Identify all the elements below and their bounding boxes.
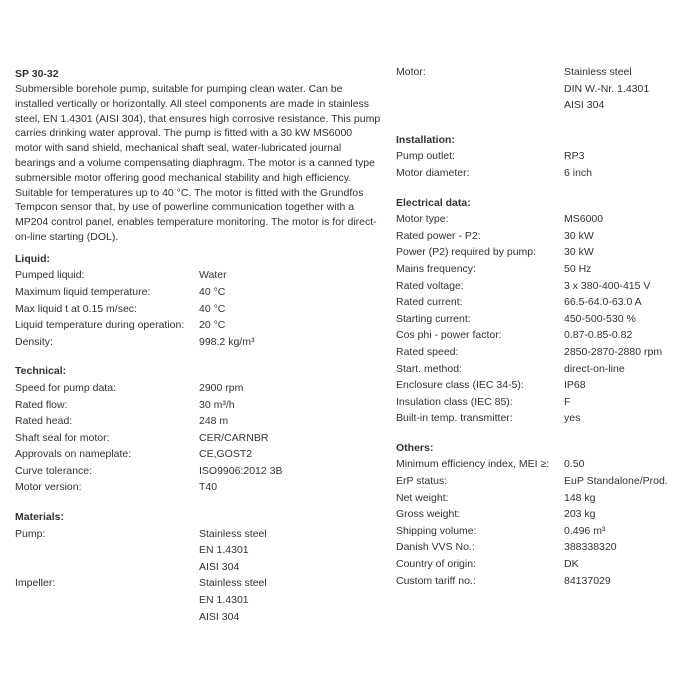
spec-value: T40 [199,481,218,494]
spec-value: 0.496 m³ [564,524,606,537]
spec-value: 388338320 [564,541,617,554]
spec-key: Speed for pump data: [15,381,116,394]
left-column [15,64,383,638]
spec-key: Gross weight: [396,508,461,521]
spec-row [15,463,383,480]
section-heading: Liquid: [15,252,50,265]
spec-row [396,361,696,378]
spec-key: Net weight: [396,491,449,504]
spec-key: Approvals on nameplate: [15,448,132,461]
spec-row [396,456,696,473]
spec-value-line: EN 1.4301 [199,594,249,607]
spec-row [396,573,696,590]
materials-section [15,509,383,625]
spec-value: EuP Standalone/Prod. [564,475,668,488]
spec-key: Rated voltage: [396,279,464,292]
spec-row [396,311,696,328]
section-heading: Others: [396,441,434,454]
spec-row [396,473,696,490]
spec-row [15,334,383,351]
spec-value-line: EN 1.4301 [199,544,249,557]
section-heading: Electrical data: [396,196,471,209]
spec-row [396,327,696,344]
spec-value: MS6000 [564,213,604,226]
spec-key: Motor version: [15,481,82,494]
spec-row-motor [396,64,696,114]
spec-value: IP68 [564,379,586,392]
spec-rows [396,456,696,589]
spec-row [15,301,383,318]
section-heading: Materials: [15,511,65,524]
spec-row [15,479,383,496]
spec-key: Shipping volume: [396,524,477,537]
spec-key: Rated current: [396,296,463,309]
spec-key: Max liquid t at 0.15 m/sec: [15,302,137,315]
spec-key: Start. method: [396,362,462,375]
spec-key: Rated flow: [15,398,68,411]
spec-key: Mains frequency: [396,262,476,275]
spec-row [15,413,383,430]
section-heading: Technical: [15,365,67,378]
spec-key: Custom tariff no.: [396,574,476,587]
spec-value: 450-500-530 % [564,312,636,325]
spec-value: 20 °C [199,319,226,332]
spec-value: 66.5-64.0-63.0 A [564,296,642,309]
spec-value: 3 x 380-400-415 V [564,279,651,292]
spec-rows [15,380,383,496]
spec-key: Enclosure class (IEC 34-5): [396,379,524,392]
spec-value: 30 kW [564,246,594,259]
spec-key: Danish VVS No.: [396,541,475,554]
spec-key: Motor type: [396,213,449,226]
spec-key: Country of origin: [396,558,476,571]
spec-value: 203 kg [564,508,596,521]
spec-row [396,165,696,182]
spec-value-line: AISI 304 [199,560,240,573]
spec-row [15,446,383,463]
right-column [396,64,696,602]
spec-row [396,539,696,556]
spec-key: Pump outlet: [396,150,455,163]
spec-key: Rated speed: [396,345,459,358]
spec-row [396,294,696,311]
spec-value: 2900 rpm [199,381,244,394]
spec-key: Pumped liquid: [15,269,85,282]
spec-value: direct-on-line [564,362,625,375]
spec-value: F [564,395,571,408]
spec-value: 248 m [199,415,229,428]
spec-rows [15,267,383,350]
spec-key: Minimum efficiency index, MEI ≥: [396,458,550,471]
spec-key: Density: [15,335,53,348]
spec-row [396,506,696,523]
spec-value-line: Stainless steel [199,527,267,540]
spec-key: Shaft seal for motor: [15,431,110,444]
spec-key: ErP status: [396,475,448,488]
product-description: Submersible borehole pump, suitable for pumping clean water. Can be installed vertically or horizontally. All steel components are made in stainless steel, EN 1.4301 (AISI 304), that ensures high corrosive resistance. This pump carries drinking water approval. The pump is fitted with a 30 kW MS6000 motor with sand shield, mechanical shaft seal, water-lubricated journal bearings and a volume compensating diaphragm. The motor is a canned type submersible motor offering good mechanical stability and high efficiency. Suitable for temperatures up to 40 °C. The motor is fitted with the Grundfos Tempcon sensor that, by use of powerline communication together with a MP204 control panel, enables temperature monitoring. The motor is for direct-on-line starting (DOL). [15,83,381,243]
spec-value: 50 Hz [564,262,592,275]
spec-key: Power (P2) required by pump: [396,246,537,259]
spec-key: Liquid temperature during operation: [15,319,185,332]
spec-row-pump [15,526,383,576]
spec-value: DK [564,558,579,571]
spec-key: Built-in temp. transmitter: [396,412,513,425]
spec-value: 84137029 [564,574,611,587]
spec-value: 40 °C [199,302,226,315]
spec-key: Cos phi - power factor: [396,329,502,342]
spec-value: 30 m³/h [199,398,235,411]
spec-row [15,397,383,414]
spec-value: 2850-2870-2880 rpm [564,345,663,358]
spec-value-line: AISI 304 [564,99,605,112]
spec-key: Pump: [15,527,46,540]
electrical-section [396,195,696,427]
spec-row [15,380,383,397]
spec-key: Insulation class (IEC 85): [396,395,513,408]
spec-value [199,526,383,576]
spec-row [396,490,696,507]
spec-key: Motor: [396,66,426,78]
spec-key: Curve tolerance: [15,464,93,477]
spec-rows [396,211,696,427]
spec-row [396,523,696,540]
spec-key: Motor diameter: [396,166,470,179]
spec-value: 0.50 [564,458,585,471]
spec-row [396,148,696,165]
spec-row-impeller [15,575,383,625]
spec-key: Rated head: [15,415,73,428]
spec-key: Starting current: [396,312,471,325]
spec-row [15,267,383,284]
spec-key: Maximum liquid temperature: [15,285,151,298]
spec-value: 0.87-0.85-0.82 [564,329,633,342]
spec-row [396,261,696,278]
spec-value: 148 kg [564,491,596,504]
section-heading: Installation: [396,133,455,146]
spec-value-line: Stainless steel [564,66,632,78]
spec-row [396,228,696,245]
spec-row [396,377,696,394]
spec-value: yes [564,412,581,425]
spec-value [564,64,696,114]
spec-row [396,344,696,361]
technical-section [15,363,383,496]
spec-row [396,394,696,411]
installation-section [396,132,696,182]
spec-value: CE,GOST2 [199,448,253,461]
spec-key: Impeller: [15,577,56,590]
others-section [396,440,696,589]
spec-row [396,244,696,261]
spec-row [15,284,383,301]
spec-value: 40 °C [199,285,226,298]
spec-row [396,556,696,573]
spec-value: 30 kW [564,229,594,242]
spec-row [15,317,383,334]
spec-row [396,278,696,295]
spec-value-line: Stainless steel [199,577,267,590]
spec-rows [396,148,696,181]
spec-value-line: AISI 304 [199,610,240,623]
spec-value-line: DIN W.-Nr. 1.4301 [564,82,650,95]
spec-value: 6 inch [564,166,593,179]
spec-value: RP3 [564,150,585,163]
spec-value: CER/CARNBR [199,431,269,444]
motor-section [396,64,696,114]
spec-key: Rated power - P2: [396,229,481,242]
liquid-section [15,251,383,351]
product-title: SP 30-32 [15,68,59,80]
spec-value: 998.2 kg/m³ [199,335,255,348]
spec-row [396,211,696,228]
spec-row [15,430,383,447]
spec-value: Water [199,269,227,282]
spec-row [396,410,696,427]
spec-value: ISO9906:2012 3B [199,464,283,477]
spec-value [199,575,383,625]
